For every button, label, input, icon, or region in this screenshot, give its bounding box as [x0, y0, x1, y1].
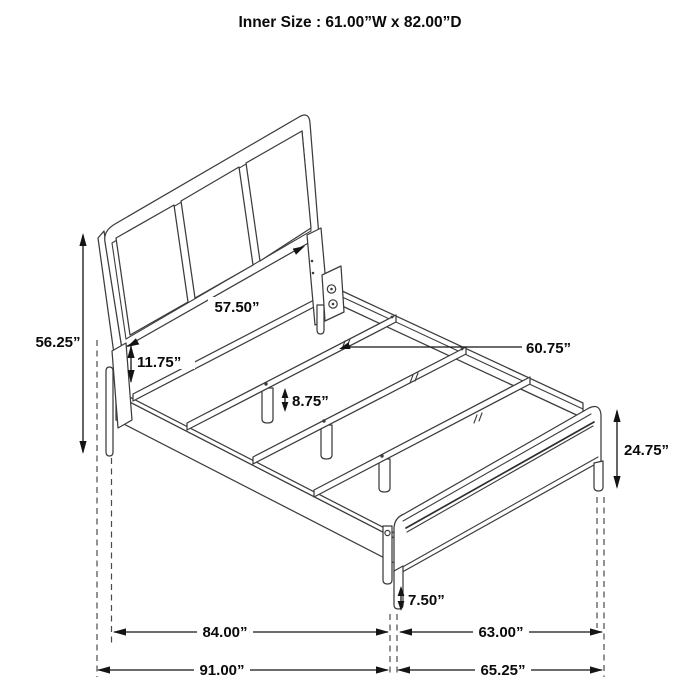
dim-frame-overall-depth — [97, 662, 389, 679]
dim-headboard-height-label: 56.25” — [35, 334, 81, 351]
dim-frame-inner-depth-label: 84.00” — [202, 624, 248, 641]
dim-support-leg-height-label: 8.75” — [292, 393, 329, 410]
dim-footboard-height — [613, 409, 669, 489]
dim-footboard-overall-width — [397, 662, 603, 679]
dim-footboard-leg-height — [398, 586, 456, 611]
dim-rail-gap — [127, 345, 195, 383]
dim-slat-width-label: 60.75” — [526, 340, 572, 357]
dim-footboard-overall-width-label: 65.25” — [480, 662, 526, 679]
dim-footboard-leg-height-label: 7.50” — [408, 592, 445, 609]
dim-footboard-height-label: 24.75” — [624, 442, 670, 459]
dim-support-leg-height — [282, 388, 341, 412]
dim-headboard-width-label: 57.50” — [214, 299, 260, 316]
dim-frame-overall-depth-label: 91.00” — [199, 662, 245, 679]
diagram-title: Inner Size : 61.00”W x 82.00”D — [238, 14, 462, 31]
side-rail-left — [116, 390, 404, 568]
dim-rail-gap-label: 11.75” — [137, 354, 182, 371]
dim-footboard-inner-width-label: 63.00” — [478, 624, 524, 641]
dim-frame-inner-depth — [113, 624, 389, 641]
dim-headboard-height — [35, 233, 86, 454]
dim-footboard-inner-width — [399, 624, 603, 641]
